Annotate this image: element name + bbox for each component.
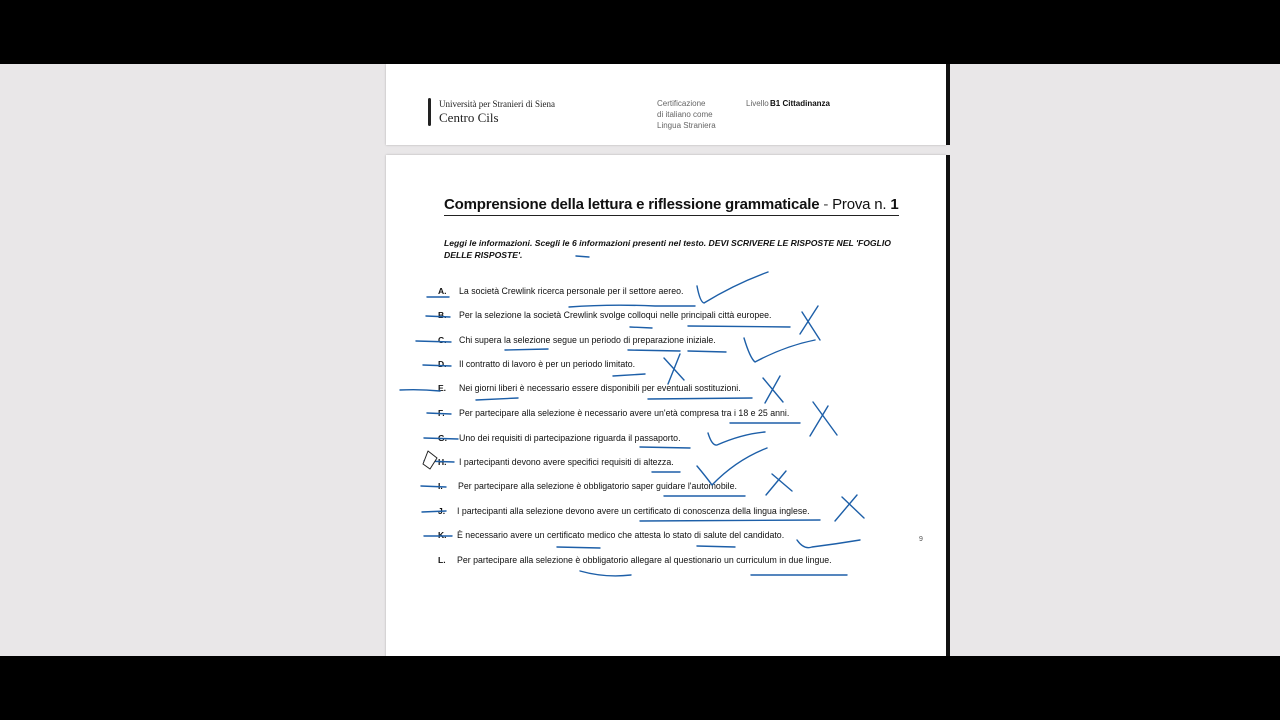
item-letter: L. [438,555,446,565]
university-name: Università per Stranieri di Siena [439,99,555,109]
item-text: Il contratto di lavoro è per un periodo limitato. [459,359,636,369]
item-letter: D. [438,359,447,369]
page-number: 9 [919,536,923,543]
centro-cils-name: Centro Cils [439,110,499,125]
item-letter: K. [438,530,447,540]
section-title [444,196,899,216]
item-letter: B. [438,310,447,320]
item-letter: H. [438,457,447,467]
item-text: È necessario avere un certificato medico che attesta lo stato di salute del candidato. [457,530,785,540]
item-text: Nei giorni liberi è necessario essere disponibili per eventuali sostituzioni. [459,383,741,393]
page-header [386,64,946,145]
level-label: Livello [746,99,769,108]
item-text: I partecipanti devono avere specifici requisiti di altezza. [459,457,674,467]
item-text: Per partecipare alla selezione è obbligatorio saper guidare l'automobile. [458,481,737,491]
prova-number: 1 [890,196,899,213]
document-viewer[interactable] [0,64,1280,656]
item-text: Per la selezione la società Crewlink svolge colloqui nelle principali città europee. [459,310,772,320]
title-separator: - [819,196,833,213]
page-exercise [386,155,946,656]
item-letter: A. [438,286,447,296]
logo-mark [428,98,431,126]
certification-line: Certificazione [657,99,706,108]
item-text: Per partecipare alla selezione è necessario avere un'età compresa tra i 18 e 25 anni. [459,408,790,418]
item-letter: E. [438,383,447,393]
prova-label: Prova n. [832,196,891,213]
certification-line: di italiano come [657,110,713,119]
item-text: Chi supera la selezione segue un periodo di preparazione iniziale. [459,335,716,345]
item-text: I partecipanti alla selezione devono avere un certificato di conoscenza della lingua inglese. [457,506,810,516]
item-text: Uno dei requisiti di partecipazione riguarda il passaporto. [459,433,681,443]
instructions: Leggi le informazioni. Scegli le 6 informazioni presenti nel testo. DEVI SCRIVERE LE RISPOSTE NEL 'FOGLIO DELLE RISPOSTE'. [444,238,891,260]
item-letter: C. [438,335,447,345]
item-letter: F. [438,408,445,418]
item-letter: I. [438,481,443,491]
certification-line: Lingua Straniera [657,121,716,130]
item-letter: J. [438,506,446,516]
item-letter: G. [438,433,447,443]
item-text: Per partecipare alla selezione è obbligatorio allegare al questionario un curriculum in due lingue. [457,555,832,565]
item-text: La società Crewlink ricerca personale per il settore aereo. [459,286,684,296]
page-edge [946,155,950,656]
page-edge [946,64,950,145]
title-main: Comprensione della lettura e riflessione grammaticale [444,196,820,213]
level-value: B1 Cittadinanza [770,99,831,108]
